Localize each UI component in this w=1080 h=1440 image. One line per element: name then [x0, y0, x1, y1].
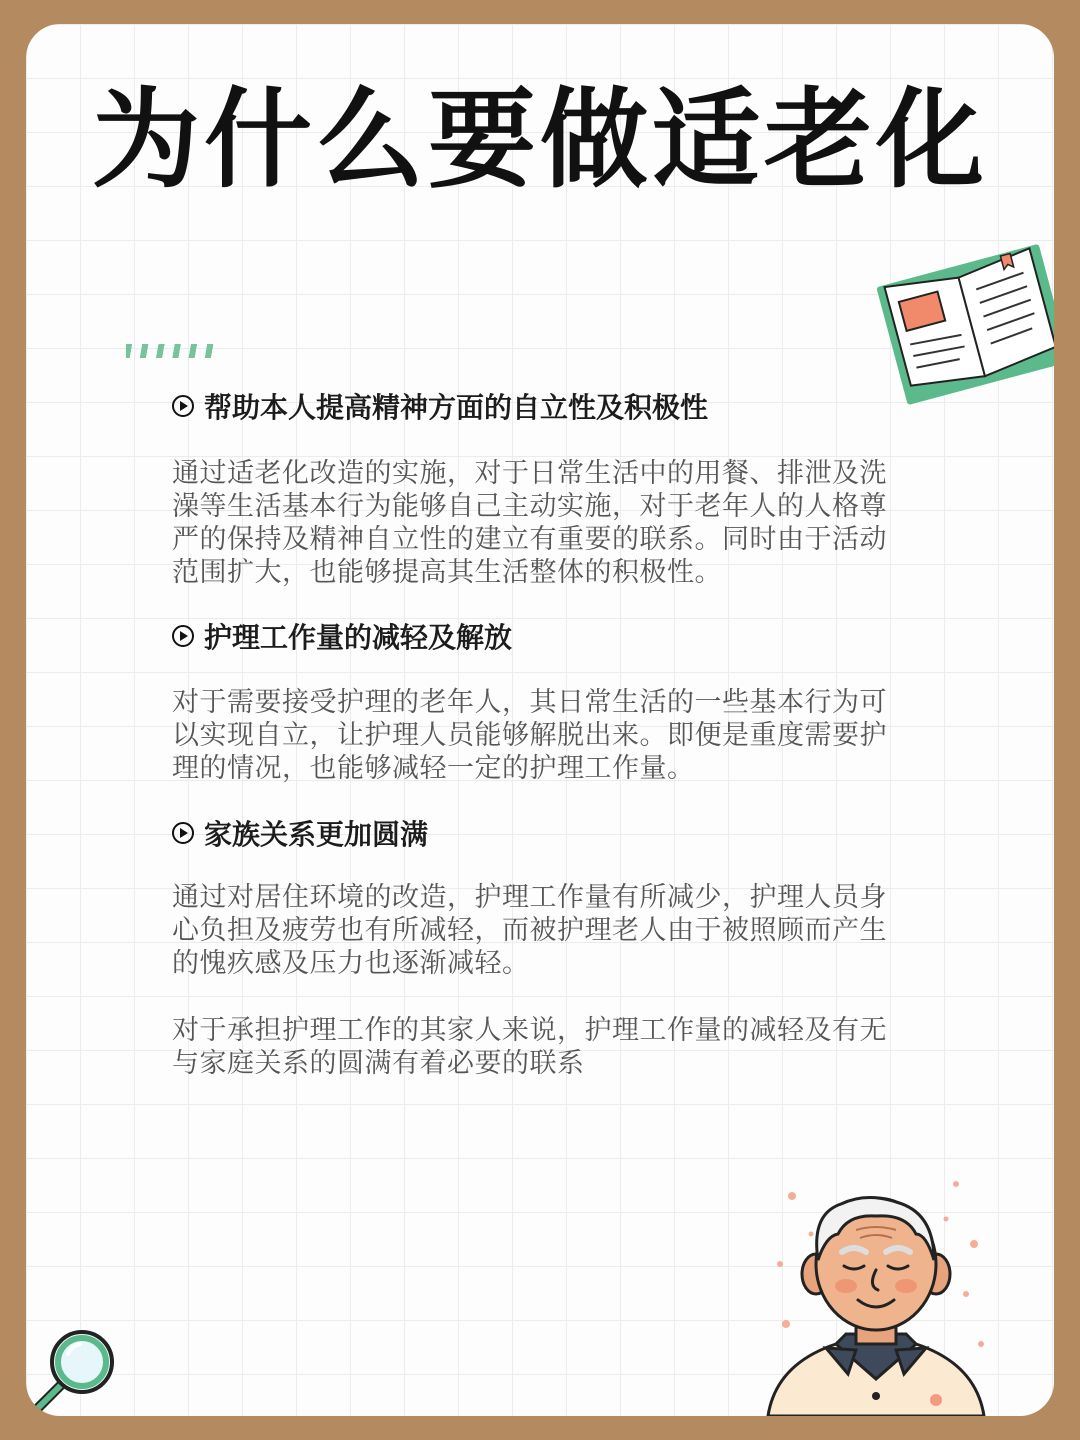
- section-heading-3: [172, 813, 428, 853]
- section-paragraph-2: 对于需要接受护理的老年人，其日常生活的一些基本行为可以实现自立，让护理人员能够解脱出来。即便是重度需要护理的情况，也能够减轻一定的护理工作量。: [172, 687, 887, 784]
- section-heading-2: [172, 616, 512, 656]
- circle-play-icon: [172, 822, 194, 844]
- section-heading-text: 帮助本人提高精神方面的自立性及积极性: [204, 391, 709, 424]
- circle-play-icon: [172, 625, 194, 647]
- magnifying-glass-icon: [26, 1320, 124, 1416]
- circle-play-icon: [172, 395, 194, 417]
- content-card: [26, 24, 1054, 1416]
- section-paragraph-4: 对于承担护理工作的其家人来说，护理工作量的减轻及有无与家庭关系的圆满有着必要的联系: [172, 1015, 887, 1079]
- open-book-icon: [871, 236, 1054, 411]
- section-paragraph-1: 通过适老化改造的实施，对于日常生活中的用餐、排泄及洗澡等生活基本行为能够自己主动实施，对于老年人的人格尊严的保持及精神自立性的建立有重要的联系。同时由于活动范围扩大，也能够提高其生活整体的积极性。: [172, 458, 887, 588]
- section-paragraph-3: 通过对居住环境的改造，护理工作量有所减少，护理人员身心负担及疲劳也有所减轻，而被护理老人由于被照顾而产生的愧疚感及压力也逐渐减轻。: [172, 882, 887, 979]
- section-heading-1: [172, 386, 708, 426]
- elderly-man-illustration: [756, 1174, 996, 1416]
- section-heading-text: 家族关系更加圆满: [204, 818, 429, 851]
- section-heading-text: 护理工作量的减轻及解放: [204, 621, 513, 654]
- page-title: 为什么要做适老化: [91, 78, 988, 203]
- decorative-dashes: [126, 344, 216, 358]
